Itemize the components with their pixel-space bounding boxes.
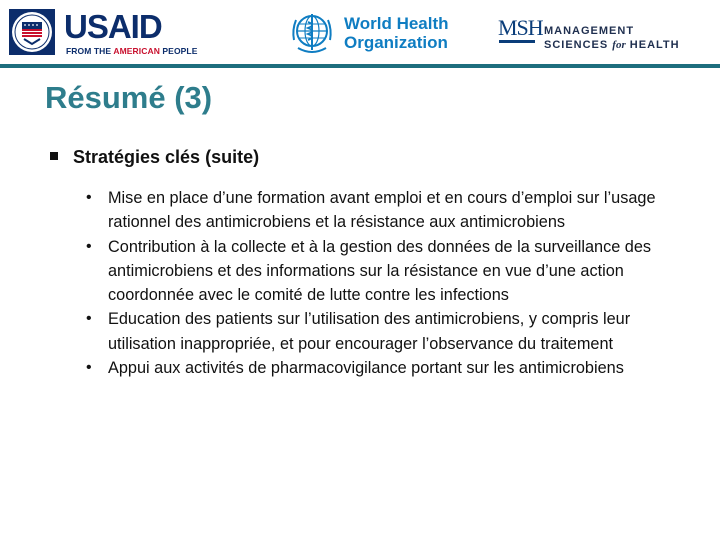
- list-item: • Contribution à la collecte et à la gestion des données de la surveillance des antimicrobiens et des informations sur la résistance en vue d’une action coordonnée avec le comité de lutte contre les infections: [86, 235, 696, 308]
- usaid-seal-icon: [8, 8, 56, 56]
- usaid-logo: [8, 8, 198, 56]
- bullet-dot-icon: •: [86, 310, 92, 328]
- msh-mark-underline: [499, 40, 535, 43]
- bullet-dot-icon: •: [86, 189, 92, 206]
- bullet-list: [86, 186, 696, 380]
- who-emblem-icon: [288, 10, 336, 56]
- list-item: • Mise en place d’une formation avant emploi et en cours d’emploi sur l’usage rationnel des antimicrobiens et la résistance aux antimicrobiens: [86, 186, 696, 235]
- bullet-dot-icon: •: [86, 237, 92, 255]
- logo-bar: [0, 0, 720, 62]
- msh-logo: [498, 12, 698, 52]
- bullet-dot-icon: •: [86, 359, 92, 377]
- header-rule: [0, 64, 720, 68]
- who-wordmark: World Health Organization: [344, 14, 449, 52]
- list-item: • Appui aux activités de pharmacovigilance portant sur les antimicrobiens: [86, 356, 696, 380]
- list-item: • Education des patients sur l’utilisation des antimicrobiens, y compris leur utilisation inappropriée, et pour encourager l’observance du traitement: [86, 307, 696, 356]
- slide-title: Résumé (3): [45, 80, 213, 115]
- who-logo: [288, 10, 448, 56]
- section-heading: Stratégies clés (suite): [50, 146, 259, 168]
- msh-mark: MSH: [498, 15, 543, 40]
- msh-wordmark: MANAGEMENT SCIENCES for HEALTH: [544, 25, 680, 51]
- square-bullet-icon: [50, 152, 58, 160]
- usaid-tagline: FROM THE AMERICAN PEOPLE: [66, 46, 198, 56]
- usaid-wordmark: USAID: [64, 8, 162, 45]
